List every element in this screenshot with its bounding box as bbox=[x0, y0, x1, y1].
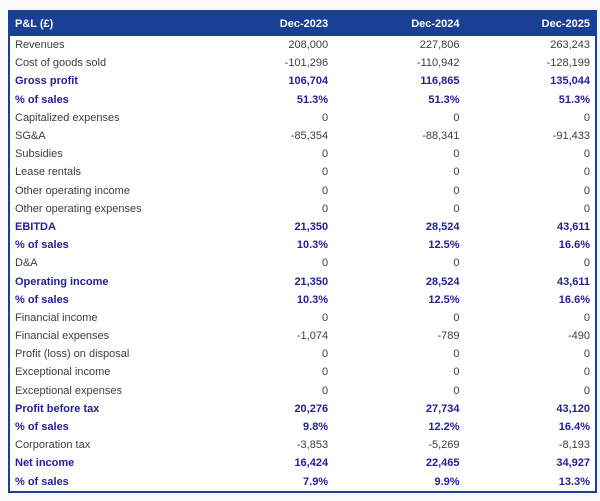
cell-value: 208,000 bbox=[288, 39, 329, 52]
cell-value: 0 bbox=[321, 348, 329, 361]
table-row bbox=[9, 345, 596, 363]
row-label: Exceptional income bbox=[15, 366, 111, 379]
cell-value: 28,524 bbox=[425, 275, 460, 288]
cell-value: 0 bbox=[321, 148, 329, 161]
table-row bbox=[9, 36, 596, 54]
header-row bbox=[9, 11, 596, 36]
cell-value: -110,942 bbox=[416, 57, 460, 70]
header-col-dec-2025: Dec-2025 bbox=[465, 11, 596, 36]
cell-value: 0 bbox=[583, 202, 590, 215]
cell-value: 0 bbox=[453, 148, 460, 161]
row-label: Profit (loss) on disposal bbox=[15, 348, 130, 361]
table-row bbox=[9, 291, 596, 309]
cell-value: 0 bbox=[453, 348, 460, 361]
cell-value: 0 bbox=[453, 111, 460, 124]
cell-value: 0 bbox=[321, 202, 329, 215]
row-label: Gross profit bbox=[15, 75, 78, 88]
cell-value: 0 bbox=[583, 384, 590, 397]
cell-value: 0 bbox=[583, 184, 590, 197]
cell-value: 0 bbox=[583, 348, 590, 361]
row-label: D&A bbox=[15, 257, 38, 270]
row-label: Cost of goods sold bbox=[15, 57, 107, 70]
cell-value: 12.5% bbox=[428, 239, 460, 252]
cell-value: 51.3% bbox=[558, 93, 590, 106]
cell-value: -5,269 bbox=[428, 439, 460, 452]
table-row bbox=[9, 418, 596, 436]
cell-value: 20,276 bbox=[294, 402, 329, 415]
cell-value: 0 bbox=[453, 384, 460, 397]
cell-value: 0 bbox=[453, 202, 460, 215]
pnl-table bbox=[8, 10, 597, 493]
table-row bbox=[9, 454, 596, 472]
cell-value: 16,424 bbox=[294, 457, 329, 470]
table-row bbox=[9, 91, 596, 109]
cell-value: 0 bbox=[453, 184, 460, 197]
cell-value: 0 bbox=[321, 184, 329, 197]
cell-value: -101,296 bbox=[284, 57, 329, 70]
cell-value: 0 bbox=[321, 366, 329, 379]
cell-value: 0 bbox=[583, 111, 590, 124]
cell-value: 43,611 bbox=[556, 220, 590, 233]
cell-value: 0 bbox=[321, 166, 329, 179]
cell-value: -91,433 bbox=[552, 130, 590, 143]
row-label: % of sales bbox=[15, 239, 69, 252]
cell-value: 0 bbox=[583, 311, 590, 324]
cell-value: 10.3% bbox=[296, 293, 329, 306]
row-label: Capitalized expenses bbox=[15, 111, 120, 124]
cell-value: 0 bbox=[453, 257, 460, 270]
cell-value: 10.3% bbox=[296, 239, 329, 252]
cell-value: -490 bbox=[567, 330, 590, 343]
cell-value: 34,927 bbox=[556, 457, 590, 470]
cell-value: 12.5% bbox=[428, 293, 460, 306]
cell-value: 263,243 bbox=[550, 39, 590, 52]
cell-value: 43,120 bbox=[556, 402, 590, 415]
cell-value: 227,806 bbox=[419, 39, 460, 52]
table-header bbox=[9, 11, 596, 36]
table-row bbox=[9, 236, 596, 254]
table-row bbox=[9, 382, 596, 400]
row-label: Other operating income bbox=[15, 184, 130, 197]
cell-value: -3,853 bbox=[296, 439, 329, 452]
table-row bbox=[9, 109, 596, 127]
row-label: Other operating expenses bbox=[15, 202, 142, 215]
cell-value: 27,734 bbox=[425, 402, 460, 415]
row-label: Operating income bbox=[15, 275, 109, 288]
row-label: % of sales bbox=[15, 93, 69, 106]
cell-value: 16.4% bbox=[558, 421, 590, 434]
table-row bbox=[9, 254, 596, 272]
row-label: Financial income bbox=[15, 311, 98, 324]
cell-value: 28,524 bbox=[425, 220, 460, 233]
row-label: Exceptional expenses bbox=[15, 384, 123, 397]
cell-value: 43,611 bbox=[556, 275, 590, 288]
table-row bbox=[9, 145, 596, 163]
table-row bbox=[9, 327, 596, 345]
cell-value: 106,704 bbox=[288, 75, 329, 88]
cell-value: 12.2% bbox=[428, 421, 460, 434]
row-label: % of sales bbox=[15, 293, 69, 306]
cell-value: 0 bbox=[453, 311, 460, 324]
row-label: % of sales bbox=[15, 475, 69, 488]
cell-value: 13.3% bbox=[558, 475, 590, 488]
cell-value: 21,350 bbox=[294, 275, 329, 288]
cell-value: 0 bbox=[583, 366, 590, 379]
cell-value: 51.3% bbox=[428, 93, 460, 106]
cell-value: -88,341 bbox=[422, 130, 460, 143]
row-label: Financial expenses bbox=[15, 330, 110, 343]
cell-value: 0 bbox=[321, 257, 329, 270]
table-row bbox=[9, 200, 596, 218]
cell-value: -1,074 bbox=[296, 330, 329, 343]
cell-value: 0 bbox=[453, 366, 460, 379]
table-row bbox=[9, 272, 596, 290]
cell-value: -85,354 bbox=[290, 130, 329, 143]
row-label: Lease rentals bbox=[15, 166, 82, 179]
table-row bbox=[9, 400, 596, 418]
cell-value: 0 bbox=[453, 166, 460, 179]
cell-value: 0 bbox=[583, 148, 590, 161]
table-row bbox=[9, 473, 596, 492]
row-label: Net income bbox=[15, 457, 75, 470]
table-row bbox=[9, 309, 596, 327]
table-row bbox=[9, 363, 596, 381]
row-label: EBITDA bbox=[15, 220, 56, 233]
table-row bbox=[9, 127, 596, 145]
cell-value: 0 bbox=[583, 166, 590, 179]
cell-value: 9.8% bbox=[303, 421, 329, 434]
table-row bbox=[9, 163, 596, 181]
cell-value: 21,350 bbox=[294, 220, 329, 233]
cell-value: 0 bbox=[583, 257, 590, 270]
table-row bbox=[9, 436, 596, 454]
row-label: Profit before tax bbox=[15, 402, 100, 415]
cell-value: -8,193 bbox=[558, 439, 590, 452]
row-label: % of sales bbox=[15, 421, 69, 434]
row-label: Revenues bbox=[15, 39, 65, 52]
cell-value: 51.3% bbox=[296, 93, 329, 106]
header-col-dec-2023: Dec-2023 bbox=[202, 11, 333, 36]
table-row bbox=[9, 54, 596, 72]
row-label: Subsidies bbox=[15, 148, 63, 161]
table-row bbox=[9, 182, 596, 200]
table-row bbox=[9, 218, 596, 236]
pnl-table-container bbox=[8, 10, 597, 493]
cell-value: -128,199 bbox=[546, 57, 590, 70]
cell-value: 135,044 bbox=[550, 75, 590, 88]
cell-value: 9.9% bbox=[434, 475, 460, 488]
cell-value: 0 bbox=[321, 311, 329, 324]
header-col-dec-2024: Dec-2024 bbox=[333, 11, 464, 36]
table-body bbox=[9, 36, 596, 492]
cell-value: 16.6% bbox=[558, 239, 590, 252]
row-label: SG&A bbox=[15, 130, 46, 143]
cell-value: 22,465 bbox=[425, 457, 460, 470]
cell-value: 0 bbox=[321, 111, 329, 124]
cell-value: 116,865 bbox=[420, 75, 460, 88]
row-label: Corporation tax bbox=[15, 439, 91, 452]
cell-value: -789 bbox=[437, 330, 460, 343]
table-row bbox=[9, 72, 596, 90]
cell-value: 16.6% bbox=[558, 293, 590, 306]
cell-value: 0 bbox=[321, 384, 329, 397]
cell-value: 7.9% bbox=[303, 475, 329, 488]
header-pnl-title: P&L (£) bbox=[9, 11, 202, 36]
